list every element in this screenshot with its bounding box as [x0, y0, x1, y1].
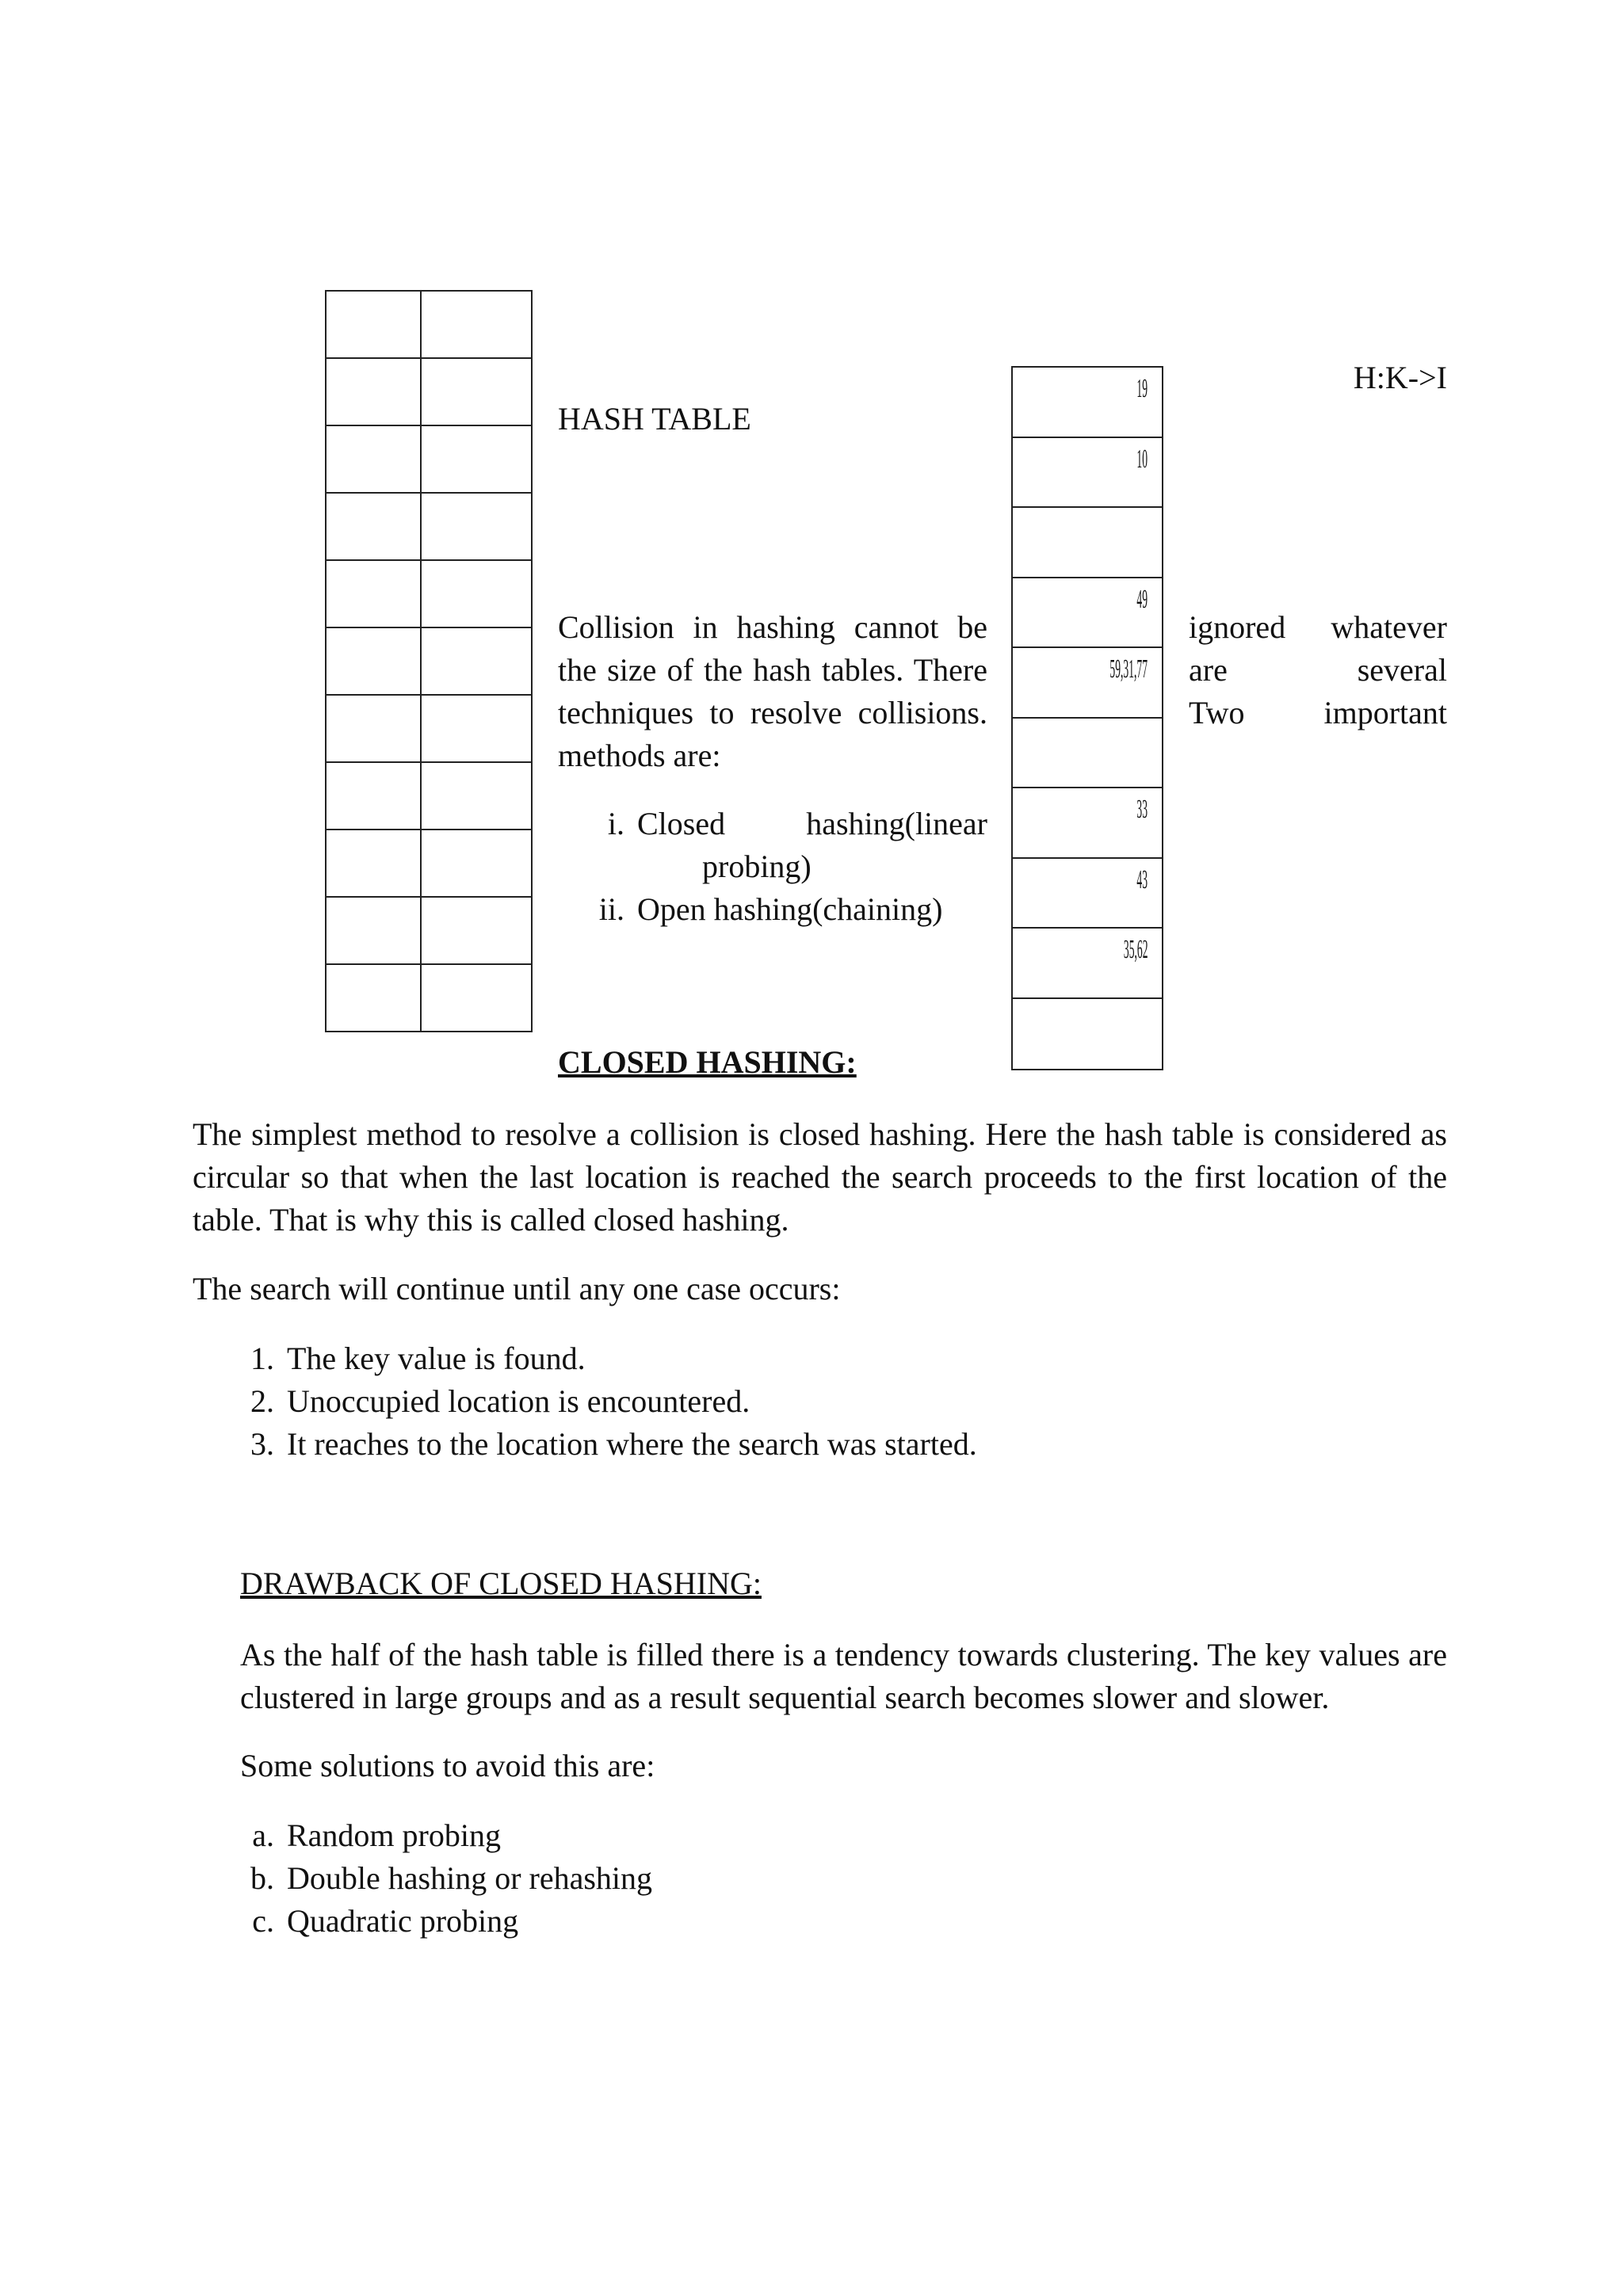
grid-cell [421, 425, 532, 493]
intro-left-text [558, 606, 987, 777]
hash-slot [1013, 929, 1162, 999]
intro-line: techniques to resolve collisions. [558, 695, 987, 730]
hash-slot [1013, 719, 1162, 789]
solutions-intro: Some solutions to avoid this are: [240, 1748, 655, 1783]
intro-line: methods are: [558, 738, 721, 773]
intro-line: ignored whatever [1189, 609, 1447, 645]
closed-hashing-paragraph: The simplest method to resolve a collision is closed hashing. Here the hash table is considered as circular so that when the last location is reached the search proceeds to the first location of the table. That is why this is called closed hashing. [193, 1116, 1447, 1238]
list-item [230, 1380, 977, 1423]
grid-cell [326, 695, 421, 762]
grid-cell [326, 762, 421, 830]
hash-slot [1013, 788, 1162, 859]
search-intro: The search will continue until any one case occurs: [193, 1271, 841, 1306]
grid-cell [421, 695, 532, 762]
list-item [230, 1337, 977, 1380]
hash-slot [1013, 508, 1162, 578]
hash-slot-value: 10 [1136, 444, 1148, 474]
list-text: The key value is found. [287, 1341, 586, 1376]
list-text: Closed hashing(linear [637, 806, 987, 841]
grid-cell [421, 291, 532, 358]
intro-line: Collision in hashing cannot be [558, 609, 987, 645]
grid-cell [326, 493, 421, 560]
hash-slot [1013, 578, 1162, 649]
list-marker: 2. [250, 1383, 274, 1419]
grid-cell [326, 627, 421, 695]
list-text: Quadratic probing [287, 1903, 519, 1939]
intro-right-text [1189, 606, 1447, 734]
grid-cell [421, 493, 532, 560]
grid-cell [326, 897, 421, 964]
list-marker: 1. [250, 1341, 274, 1376]
hash-table-column [1011, 366, 1163, 1070]
list-text: It reaches to the location where the search was started. [287, 1426, 977, 1462]
grid-cell [421, 897, 532, 964]
grid-row [326, 560, 532, 627]
grid-row [326, 762, 532, 830]
list-text: Unoccupied location is encountered. [287, 1383, 750, 1419]
list-text: Double hashing or rehashing [287, 1860, 653, 1896]
drawback-heading: DRAWBACK OF CLOSED HASHING: [240, 1566, 762, 1601]
hash-slot-value: 43 [1136, 864, 1148, 894]
grid-cell [421, 762, 532, 830]
list-text: Random probing [287, 1817, 501, 1853]
drawback-paragraph: As the half of the hash table is filled there is a tendency towards clustering. The key values are clustered in large groups and as a result sequential search becomes slower and slower. [240, 1637, 1447, 1715]
grid-row [326, 897, 532, 964]
hash-slot-value: 49 [1136, 584, 1148, 614]
grid-row [326, 964, 532, 1032]
hash-slot-value: 19 [1136, 374, 1148, 403]
grid-row [326, 830, 532, 897]
list-marker: c. [252, 1903, 274, 1939]
list-item [230, 1423, 977, 1466]
hash-slot [1013, 438, 1162, 509]
hash-function-label: H:K->I [1353, 360, 1447, 395]
list-item [586, 803, 987, 845]
solutions-list [230, 1814, 652, 1943]
intro-line: are several [1189, 652, 1447, 688]
hash-slot-value: 35,62 [1123, 935, 1148, 964]
grid-row [326, 695, 532, 762]
list-marker: ii. [598, 891, 624, 927]
grid-row [326, 425, 532, 493]
grid-row [326, 493, 532, 560]
methods-list [586, 803, 987, 931]
grid-cell [326, 830, 421, 897]
grid-row [326, 358, 532, 425]
intro-line: Two important [1189, 695, 1447, 730]
grid-cell [326, 560, 421, 627]
grid-row [326, 627, 532, 695]
hash-slot-value: 59,31,77 [1109, 654, 1148, 684]
hash-slot [1013, 648, 1162, 719]
list-item [230, 1814, 652, 1857]
list-item [586, 888, 987, 931]
list-marker: b. [250, 1860, 274, 1896]
grid-cell [421, 560, 532, 627]
hash-table-label: HASH TABLE [558, 401, 751, 437]
list-marker: a. [252, 1817, 274, 1853]
hash-slot [1013, 859, 1162, 929]
list-marker: i. [607, 806, 624, 841]
grid-cell [326, 964, 421, 1032]
grid-cell [421, 358, 532, 425]
list-item [230, 1900, 652, 1943]
grid-row [326, 291, 532, 358]
grid-cell [421, 830, 532, 897]
empty-grid-table [325, 290, 533, 1032]
cases-list [230, 1337, 977, 1466]
list-marker: 3. [250, 1426, 274, 1462]
hash-slot-value: 33 [1136, 795, 1148, 824]
grid-cell [326, 425, 421, 493]
grid-cell [421, 627, 532, 695]
grid-cell [421, 964, 532, 1032]
intro-line: the size of the hash tables. There [558, 652, 987, 688]
list-item [230, 1857, 652, 1900]
hash-slot [1013, 368, 1162, 438]
list-text: Open hashing(chaining) [637, 891, 943, 927]
list-continuation: probing) [702, 849, 812, 884]
closed-hashing-heading: CLOSED HASHING: [558, 1044, 857, 1080]
hash-slot [1013, 999, 1162, 1070]
grid-cell [326, 358, 421, 425]
grid-cell [326, 291, 421, 358]
